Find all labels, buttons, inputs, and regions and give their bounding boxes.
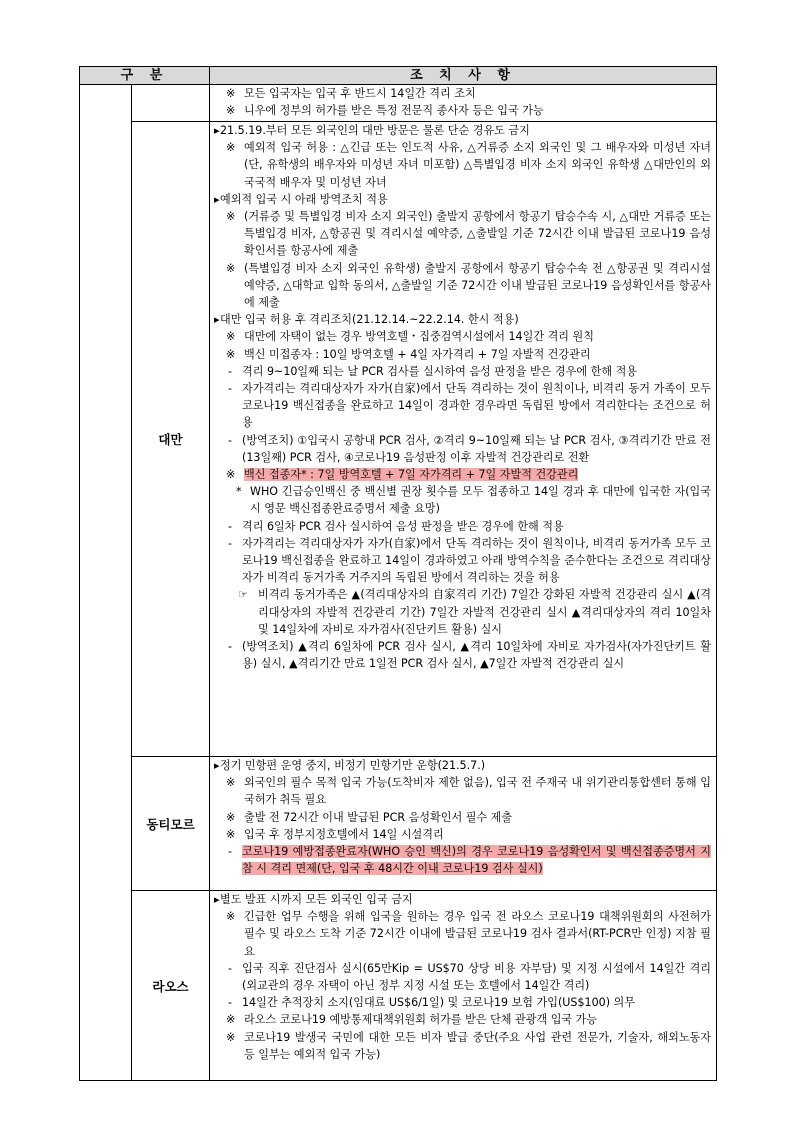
measure-text: 예외적 입국 시 아래 방역조치 적용 — [220, 192, 388, 206]
bullet-marker: ※ — [226, 87, 236, 100]
measure-line — [214, 908, 711, 960]
region-merged-cell — [80, 85, 132, 1081]
measure-text: 라오스 코로나19 예방통제대책위원회 허가를 받은 단체 관광객 입국 가능 — [244, 1013, 598, 1027]
measure-line — [214, 1011, 711, 1028]
measure-text: (방역조치) ▲격리 6일차에 PCR 검사 실시, ▲격리 10일차에 자비로 자가검사(자가진단키트 활용) 실시, ▲격리기간 만료 1일전 PCR 검사 실시, ▲7일간 자발적 건강관리 실시 — [242, 640, 711, 671]
measure-text: WHO 긴급승인백신 중 백신별 권장 횟수를 모두 접종하고 14일 경과 후 대만에 입국한 자(입국시 영문 백신접종완료증명서 제출 요망) — [250, 485, 711, 516]
country-cell-timor-leste: 동티모르 — [132, 757, 210, 891]
bullet-marker: ※ — [226, 347, 236, 361]
bullet-marker: ▸ — [214, 759, 220, 772]
measure-line — [214, 122, 711, 139]
measure-text: 21.5.19.부터 모든 외국인의 대만 방문은 물론 단순 경유도 금지 — [220, 124, 530, 137]
measure-line — [214, 483, 711, 517]
measure-text: 백신 미접종자 : 10일 방역호텔 + 4일 자가격리 + 7일 자발적 건강관리 — [244, 347, 591, 361]
measure-line — [214, 826, 711, 843]
bullet-marker: ※ — [226, 1030, 236, 1044]
measure-text: 모든 입국자는 입국 후 반드시 14일간 격리 조치 — [244, 87, 476, 100]
measure-line — [214, 891, 711, 908]
measure-text: 대만에 자택이 없는 경우 방역호텔・집중검역시설에서 14일간 격리 원칙 — [244, 330, 594, 344]
measure-line — [214, 994, 711, 1011]
bullet-marker: * — [236, 485, 242, 499]
row-taiwan — [80, 122, 717, 757]
measure-line — [214, 260, 711, 312]
measure-text: 출발 전 72시간 이내 발급된 PCR 음성확인서 필수 제출 — [244, 810, 513, 824]
bullet-marker: ▸ — [214, 313, 220, 327]
entry-measures-table — [79, 66, 717, 1081]
measure-line — [214, 432, 711, 466]
measure-line — [214, 208, 711, 260]
country-cell-laos: 라오스 — [132, 891, 210, 1081]
measure-text: 자가격리는 격리대상자가 자가(自家)에서 단독 격리하는 것이 원칙이나, 비격리 동거 가족이 모두 코로나19 백신접종을 완료하고 14일이 경과한 경우라면 독립된 방에서 격리한다는 조건으로 허용 — [242, 382, 711, 430]
measure-text: 코로나19 발생국 국민에 대한 모든 비자 발급 중단(주요 사업 관련 전문가, 기술자, 해외노동자 등 일부는 예외적 입국 가능) — [244, 1030, 711, 1061]
measure-text: 대만 입국 허용 후 격리조치(21.12.14.~22.2.14. 한시 적용) — [220, 313, 519, 327]
measure-line — [214, 139, 711, 191]
bullet-marker: ▸ — [214, 124, 220, 137]
measure-line — [214, 843, 711, 877]
measure-line — [214, 311, 711, 328]
bullet-marker: - — [228, 640, 233, 654]
measure-line — [214, 518, 711, 535]
row-niue — [80, 85, 717, 122]
measure-line — [214, 586, 711, 638]
measure-line — [214, 102, 711, 119]
bullet-marker: - — [228, 433, 233, 447]
measure-text: 긴급한 업무 수행을 위해 입국을 원하는 경우 입국 전 라오스 코로나19 대책위원회의 사전허가 필수 및 라오스 도착 기준 72시간 이내에 발급된 코로나19 검사 결과서(RT-PCR만 인정) 지참 필요 — [244, 910, 711, 958]
row-laos — [80, 891, 717, 1081]
measure-line — [214, 535, 711, 587]
measure-text: 14일간 추적장치 소지(임대료 US$6/1일) 및 코로나19 보험 가입(US$100) 의무 — [242, 996, 635, 1010]
measure-text: 입국 직후 진단검사 실시(65만Kip = US$70 상당 비용 자부담) 및 지정 시설에서 14일간 격리(외교관의 경우 자택이 아닌 정부 지정 시설 또는 호텔에서 14일간 격리) — [242, 961, 711, 993]
measures-cell — [210, 85, 717, 122]
measure-text: 입국 후 정부지정호텔에서 14일 시설격리 — [244, 827, 444, 841]
measure-text: 백신 접종자* : 7일 방역호텔 + 7일 자가격리 + 7일 자발적 건강관리 — [244, 468, 579, 482]
bullet-marker: ※ — [226, 330, 236, 344]
header-measures: 조 치 사 항 — [210, 67, 717, 85]
measure-line — [214, 1029, 711, 1063]
measure-text: 정기 민항편 운영 중지, 비정기 민항기만 운항(21.5.7.) — [220, 759, 486, 772]
bullet-marker: ※ — [226, 810, 236, 824]
bullet-marker: ※ — [226, 776, 236, 790]
bullet-marker: - — [228, 845, 233, 859]
measure-text: (거류증 및 특별입경 비자 소지 외국인) 출발지 공항에서 항공기 탑승수속 시, △대만 거류증 또는 특별입경 비자, △항공권 및 격리시설 예약증, △출발일 기준 72시간 이내 발급된 코로나19 음성확인서를 항공사에 제출 — [244, 210, 711, 258]
measure-line — [214, 757, 711, 774]
measure-text: 격리 6일차 PCR 검사 실시하여 음성 판정을 받은 경우에 한해 적용 — [242, 519, 564, 533]
country-cell-niue — [132, 85, 210, 122]
document-page — [79, 66, 717, 1081]
measure-text: 격리 9~10일째 되는 날 PCR 검사를 실시하여 음성 판정을 받은 경우에 한해 적용 — [242, 364, 637, 378]
bullet-marker: ※ — [226, 210, 236, 224]
measure-line — [214, 380, 711, 432]
bullet-marker: ※ — [226, 910, 236, 924]
measure-text: 외국인의 필수 목적 입국 가능(도착비자 제한 없음), 입국 전 주재국 내 위기관리통합센터 통해 입국허가 취득 필요 — [244, 776, 711, 807]
measure-text: (방역조치) ①입국시 공항내 PCR 검사, ②격리 9~10일째 되는 날 PCR 검사, ③격리기간 만료 전(13일째) PCR 검사, ④코로나19 음성판정 이후 자발적 건강관리로 전환 — [242, 433, 711, 464]
bullet-marker: ※ — [226, 261, 236, 275]
measure-line — [214, 191, 711, 208]
measure-text: (특별입경 비자 소지 외국인 유학생) 출발지 공항에서 항공기 탑승수속 전 △항공권 및 격리시설 예약증, △대학교 입학 동의서, △출발일 기준 72시간 이내 발급된 코로나19 음성확인서를 항공사에 제출 — [244, 261, 711, 310]
measures-cell — [210, 757, 717, 891]
bullet-marker: ▸ — [214, 192, 220, 206]
bullet-marker: ※ — [226, 1013, 236, 1027]
measure-line — [214, 363, 711, 380]
bullet-marker: - — [228, 364, 233, 378]
measures-cell — [210, 891, 717, 1081]
bullet-marker: - — [228, 536, 233, 550]
measure-text: 자가격리는 격리대상자가 자가(自家)에서 단독 격리하는 것이 원칙이나, 비격리 동거가족 모두 코로나19 백신접종을 완료하고 14일이 경과하였고 아래 방역수칙을 준수한다는 조건으로 격리대상자가 비격리 동거가족 거주지의 독립된 방에서 격리하는 것을 허용 — [242, 536, 711, 585]
measure-text: 니우에 정부의 허가를 받은 특정 전문직 종사자 등은 입국 가능 — [244, 104, 544, 118]
measure-line — [214, 774, 711, 808]
measure-line — [214, 328, 711, 345]
bullet-marker: ※ — [226, 141, 236, 155]
bullet-marker: ☞ — [238, 588, 248, 602]
row-timor-leste — [80, 757, 717, 891]
measure-line — [214, 346, 711, 363]
measure-line — [214, 85, 711, 102]
bullet-marker: ※ — [226, 104, 236, 118]
bullet-marker: ▸ — [214, 893, 220, 906]
measure-text: 비격리 동거가족은 ▲(격리대상자의 自家격리 기간) 7일간 강화된 자발적 건강관리 실시 ▲(격리대상자의 자발적 건강관리 기간) 7일간 자발적 건강관리 실시 ▲격리대상자의 격리 10일차 및 14일차에 자비로 자가검사(진단키트 활용) 실시 — [258, 588, 711, 636]
measure-text: 코로나19 예방접종완료자(WHO 승인 백신)의 경우 코로나19 음성확인서 및 백신접종증명서 지참 시 격리 면제(단, 입국 후 48시간 이내 코로나19 검사 실시) — [242, 845, 711, 876]
bullet-marker: ※ — [226, 468, 236, 482]
bullet-marker: - — [228, 382, 233, 396]
measure-line — [214, 466, 711, 483]
measure-line — [214, 960, 711, 994]
bullet-marker: - — [228, 961, 233, 975]
bullet-marker: - — [228, 519, 233, 533]
measure-line — [214, 638, 711, 672]
header-gubun: 구 분 — [80, 67, 210, 85]
measure-text: 예외적 입국 허용 : △긴급 또는 인도적 사유, △거류증 소지 외국인 및 그 배우자와 미성년 자녀(단, 유학생의 배우자와 미성년 자녀 미포함) △특별입경 비자 소지 외국인 유학생 △대만인의 외국국적 배우자 및 미성년 자녀 — [244, 141, 711, 189]
country-cell-taiwan: 대만 — [132, 122, 210, 757]
bullet-marker: ※ — [226, 827, 236, 841]
table-header-row — [80, 67, 717, 85]
measures-cell — [210, 122, 717, 757]
measure-text: 별도 발표 시까지 모든 외국인 입국 금지 — [220, 893, 413, 906]
measure-line — [214, 809, 711, 826]
bullet-marker: - — [228, 996, 233, 1010]
